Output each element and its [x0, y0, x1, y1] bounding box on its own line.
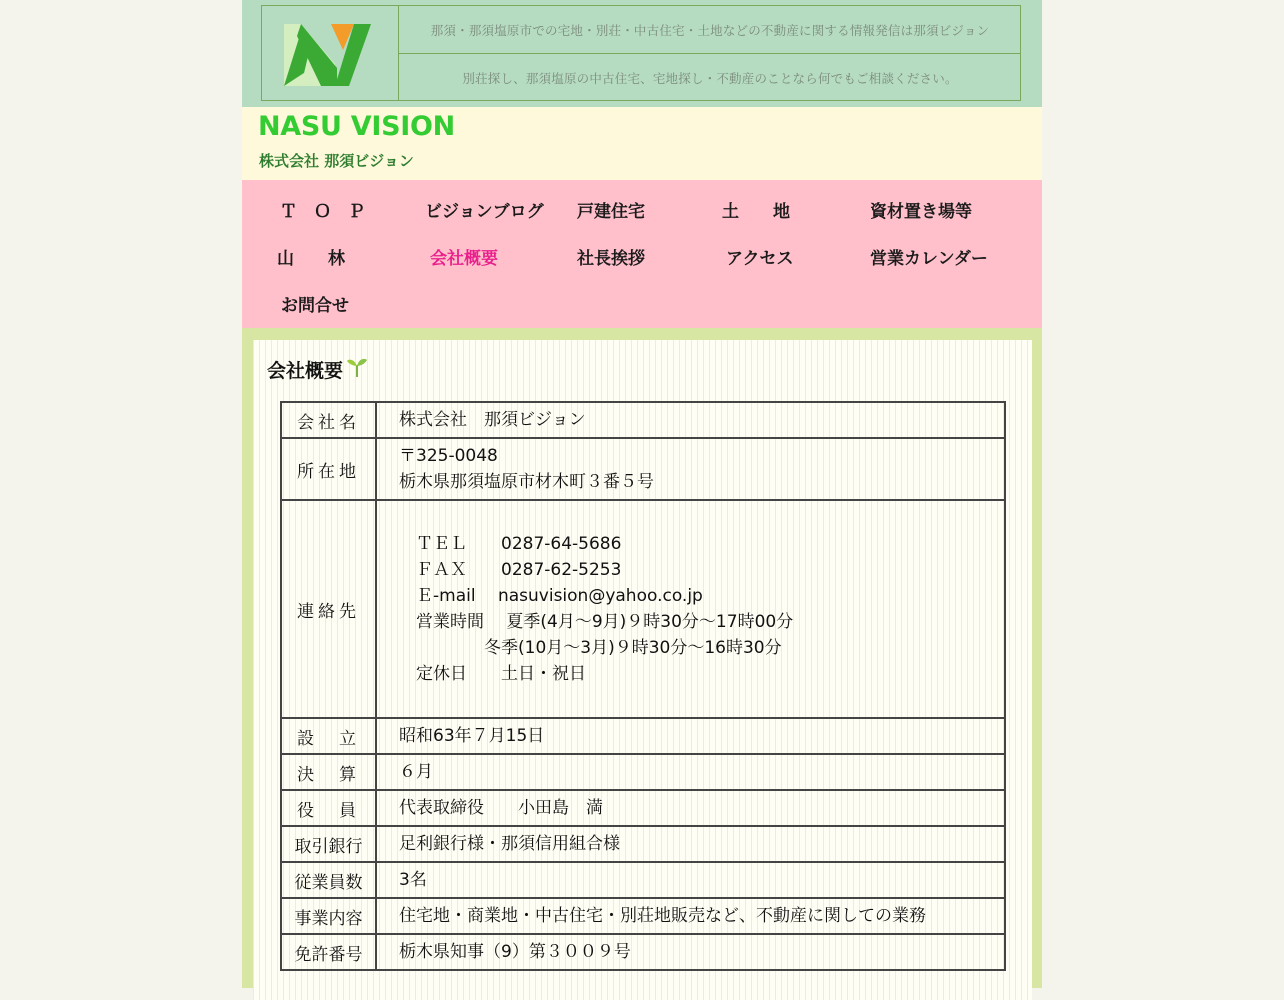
row-value-banks: [376, 826, 1005, 862]
table-row: [281, 826, 1005, 862]
value-line: 住宅地・商業地・中古住宅・別荘地販売など、不動産に関しての業務: [399, 906, 926, 926]
header-box: [261, 5, 1021, 101]
nav-item-blog[interactable]: ビジョンブログ: [425, 202, 544, 222]
row-value-business: [376, 898, 1005, 934]
table-row: [281, 862, 1005, 898]
site-header: [242, 0, 1042, 107]
value-line: 足利銀行様・那須信用組合様: [399, 834, 620, 854]
nav-item-calendar[interactable]: 営業カレンダー: [870, 249, 988, 269]
tagline-2: 別荘探し、那須塩原の中古住宅、宅地探し・不動産のことなら何でもご相談ください。: [462, 70, 958, 86]
row-value-contact: [376, 500, 1005, 718]
row-value-established: [376, 718, 1005, 754]
company-info-table: [280, 401, 1006, 971]
value-line: 栃木県那須塩原市材木町３番５号: [399, 472, 654, 492]
table-row: [281, 790, 1005, 826]
table-row: [281, 500, 1005, 718]
content-panel: [253, 340, 1032, 1000]
fax-line: ＦＡＸ 0287-62-5253: [399, 560, 622, 580]
nav-item-top[interactable]: Ｔ Ｏ Ｐ: [280, 202, 365, 222]
nav-item-greeting[interactable]: 社長挨拶: [577, 249, 645, 269]
value-line: 株式会社 那須ビジョン: [399, 410, 586, 430]
site-title[interactable]: NASU VISION: [258, 111, 455, 142]
row-value-company-name: [376, 402, 1005, 438]
row-label-established: 設 立: [281, 718, 376, 754]
row-label-business: 事業内容: [281, 898, 376, 934]
row-label-company-name: 会社名: [281, 402, 376, 438]
row-label-license: 免許番号: [281, 934, 376, 970]
site-subtitle: 株式会社 那須ビジョン: [259, 152, 414, 170]
tel-line: ＴＥＬ 0287-64-5686: [399, 534, 622, 554]
nav-item-materials-yard[interactable]: 資材置き場等: [870, 202, 972, 222]
page: [242, 0, 1042, 988]
row-value-employees: [376, 862, 1005, 898]
row-value-license: [376, 934, 1005, 970]
nav-item-house[interactable]: 戸建住宅: [577, 202, 645, 222]
row-label-employees: 従業員数: [281, 862, 376, 898]
nav-item-contact[interactable]: お問合せ: [281, 296, 349, 316]
row-label-address: 所在地: [281, 438, 376, 500]
row-value-officers: [376, 790, 1005, 826]
brand-area: [242, 107, 1042, 180]
nav-item-company[interactable]: 会社概要: [430, 249, 498, 269]
table-row: [281, 402, 1005, 438]
table-row: [281, 718, 1005, 754]
row-label-banks: 取引銀行: [281, 826, 376, 862]
hours-summer-line: 営業時間 夏季(4月〜9月)９時30分〜17時00分: [399, 612, 794, 632]
row-value-fiscal: [376, 754, 1005, 790]
tagline-1: 那須・那須塩原市での宅地・別荘・中古住宅・土地などの不動産に関する情報発信は那須ビジョン: [399, 6, 1021, 54]
table-row: [281, 438, 1005, 500]
table-row: [281, 754, 1005, 790]
row-value-address: [376, 438, 1005, 500]
nav-item-land[interactable]: 土 地: [722, 202, 790, 222]
value-line: 栃木県知事（9）第３００９号: [399, 942, 631, 962]
value-line: ６月: [399, 762, 433, 782]
nv-logo-icon: [279, 16, 379, 92]
row-label-fiscal: 決 算: [281, 754, 376, 790]
nav-item-access[interactable]: アクセス: [726, 249, 794, 269]
nav-item-forest[interactable]: 山 林: [277, 249, 345, 269]
page-title: 会社概要: [267, 360, 344, 382]
main-nav: [242, 180, 1042, 328]
hours-winter-line: 冬季(10月〜3月)９時30分〜16時30分: [399, 638, 782, 658]
email-line[interactable]: Ｅ-mail nasuvision@yahoo.co.jp: [399, 586, 703, 606]
value-line: 〒325-0048: [399, 446, 498, 466]
row-label-contact: 連絡先: [281, 500, 376, 718]
logo-cell[interactable]: [262, 6, 399, 100]
value-line: 昭和63年７月15日: [399, 726, 545, 746]
row-label-officers: 役 員: [281, 790, 376, 826]
sprout-icon: [346, 356, 368, 378]
value-line: 3名: [399, 870, 427, 890]
value-line: 代表取締役 小田島 満: [399, 798, 603, 818]
holiday-line: 定休日 土日・祝日: [399, 664, 586, 684]
table-row: [281, 934, 1005, 970]
table-row: [281, 898, 1005, 934]
